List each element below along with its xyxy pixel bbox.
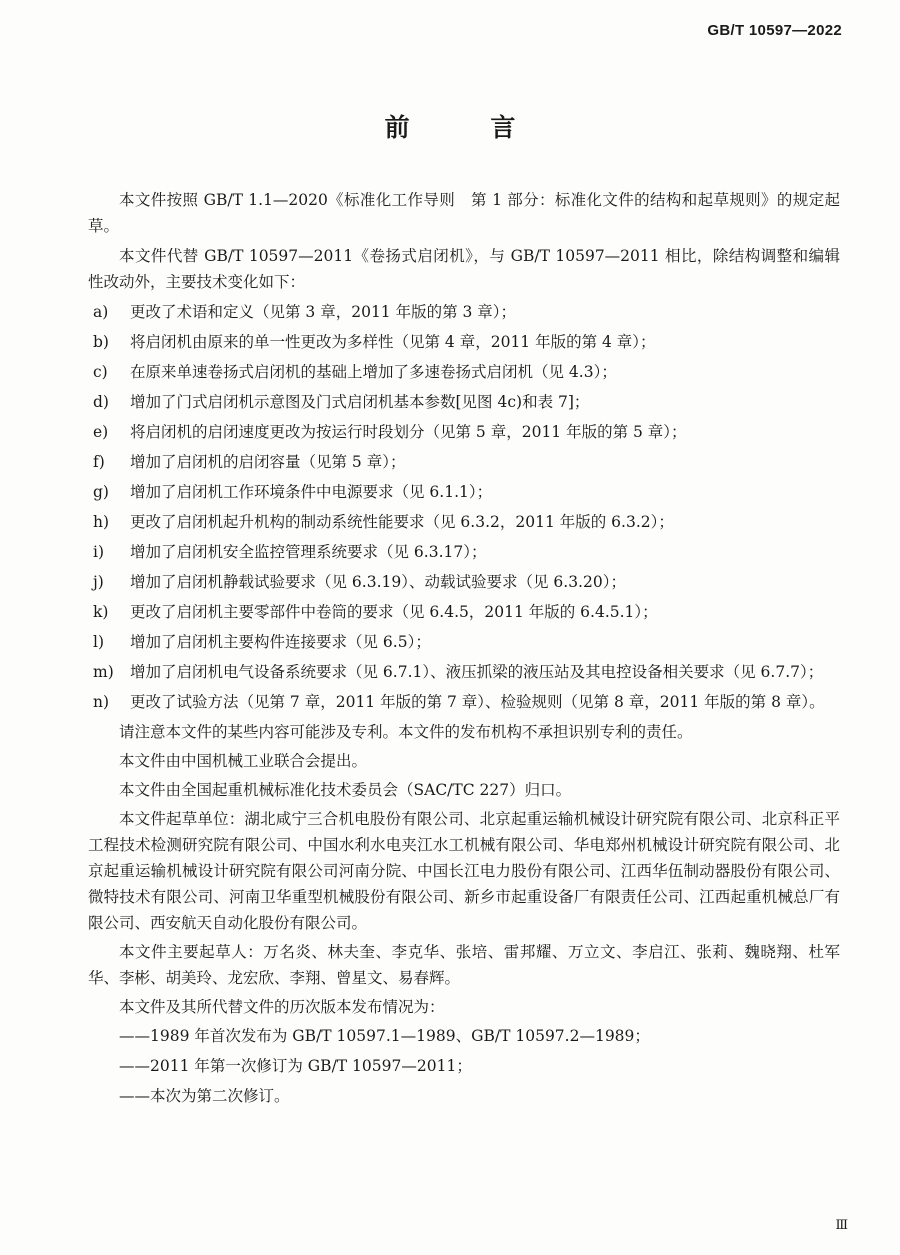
paragraph-drafting-rules: 本文件按照 GB/T 1.1—2020《标准化工作导则 第 1 部分：标准化文件的结构和起草规则》的规定起草。 [88, 191, 840, 235]
list-item [88, 539, 840, 565]
list-item [88, 329, 840, 355]
list-item-text: 增加了启闭机电气设备系统要求（见 6.7.1）、液压抓梁的液压站及其电控设备相关要求（见 6.7.7）； [130, 663, 824, 681]
list-item-label: h) [93, 513, 110, 531]
list-item-label: i) [93, 543, 105, 561]
paragraph-proposer: 本文件由中国机械工业联合会提出。 [119, 752, 368, 770]
list-item-text: 增加了启闭机安全监控管理系统要求（见 6.3.17）； [130, 543, 487, 561]
list-item-label: c) [93, 363, 108, 381]
list-item-label: g) [93, 483, 109, 501]
list-item [88, 449, 840, 475]
page-title: 前 言 [384, 113, 552, 142]
list-item [88, 419, 840, 445]
paragraph-drafting-units: 本文件起草单位：湖北咸宁三合机电股份有限公司、北京起重运输机械设计研究院有限公司、北京科正平工程技术检测研究院有限公司、中国水利水电夹江水工机械有限公司、华电郑州机械设计研究院有限公司、北京起重运输机械设计研究院有限公司河南分院、中国长江电力股份有限公司、江西华伍制动器股份有限公司、微特技术有限公司、河南卫华重型机械股份有限公司、新乡市起重设备厂有限责任公司、江西起重机械总厂有限公司、西安航天自动化股份有限公司。 [88, 810, 840, 932]
list-item-text: 在原来单速卷扬式启闭机的基础上增加了多速卷扬式启闭机（见 4.3）； [130, 363, 617, 381]
list-item-label: m) [93, 663, 114, 681]
standard-number: GB/T 10597—2022 [707, 22, 842, 39]
list-item [88, 359, 840, 385]
paragraph-committee: 本文件由全国起重机械标准化技术委员会（SAC/TC 227）归口。 [119, 781, 572, 799]
list-item [88, 659, 840, 685]
list-item-label: a) [93, 303, 109, 321]
list-item [88, 479, 840, 505]
list-item-label: b) [93, 333, 109, 351]
list-item-label: k) [93, 603, 109, 621]
list-item-label: d) [93, 393, 109, 411]
list-item [88, 689, 840, 715]
list-item-text: 增加了启闭机工作环境条件中电源要求（见 6.1.1）； [130, 483, 493, 501]
list-item-text: 将启闭机的启闭速度更改为按运行时段划分（见第 5 章，2011 年版的第 5 章）； [130, 423, 687, 441]
paragraph-replacement: 本文件代替 GB/T 10597—2011《卷扬式启闭机》，与 GB/T 10597—2011 相比，除结构调整和编辑性改动外，主要技术变化如下： [88, 247, 840, 291]
list-item-text: 更改了启闭机起升机构的制动系统性能要求（见 6.3.2，2011 年版的 6.3.2）； [130, 513, 674, 531]
list-item-text: 增加了门式启闭机示意图及门式启闭机基本参数[见图 4c)和表 7]； [130, 393, 590, 411]
list-item-label: j) [93, 573, 104, 591]
list-item [88, 629, 840, 655]
history-item: ——本次为第二次修订。 [119, 1087, 290, 1105]
list-item-label: f) [93, 453, 105, 471]
page-number: Ⅲ [835, 1218, 848, 1233]
list-item [88, 509, 840, 535]
list-item-text: 增加了启闭机静载试验要求（见 6.3.19）、动载试验要求（见 6.3.20）； [130, 573, 626, 591]
list-item-label: n) [93, 693, 110, 711]
list-item-text: 更改了试验方法（见第 7 章，2011 年版的第 7 章）、检验规则（见第 8 章，2011 年版的第 8 章）。 [130, 693, 825, 711]
document-body [88, 187, 840, 1113]
paragraph-patent-notice: 请注意本文件的某些内容可能涉及专利。本文件的发布机构不承担识别专利的责任。 [119, 723, 693, 741]
list-item-text: 将启闭机由原来的单一性更改为多样性（见第 4 章，2011 年版的第 4 章）； [130, 333, 656, 351]
history-item: ——1989 年首次发布为 GB/T 10597.1—1989、GB/T 10597.2—1989； [119, 1027, 650, 1045]
paragraph-drafters: 本文件主要起草人：万名炎、林夫奎、李克华、张培、雷邦耀、万立文、李启江、张莉、魏晓翔、杜军华、李彬、胡美玲、龙宏欣、李翔、曾星文、易春辉。 [88, 943, 840, 987]
list-item-text: 增加了启闭机的启闭容量（见第 5 章）； [130, 453, 406, 471]
list-item [88, 299, 840, 325]
history-item: ——2011 年第一次修订为 GB/T 10597—2011； [119, 1057, 472, 1075]
list-item-text: 更改了启闭机主要零部件中卷筒的要求（见 6.4.5，2011 年版的 6.4.5.1）； [130, 603, 658, 621]
list-item-text: 增加了启闭机主要构件连接要求（见 6.5）； [130, 633, 431, 651]
list-item-text: 更改了术语和定义（见第 3 章，2011 年版的第 3 章）； [130, 303, 517, 321]
list-item [88, 389, 840, 415]
changes-list [88, 299, 840, 715]
list-item-label: l) [93, 633, 105, 651]
list-item [88, 569, 840, 595]
list-item-label: e) [93, 423, 109, 441]
paragraph-history-intro: 本文件及其所代替文件的历次版本发布情况为： [119, 998, 445, 1016]
list-item [88, 599, 840, 625]
